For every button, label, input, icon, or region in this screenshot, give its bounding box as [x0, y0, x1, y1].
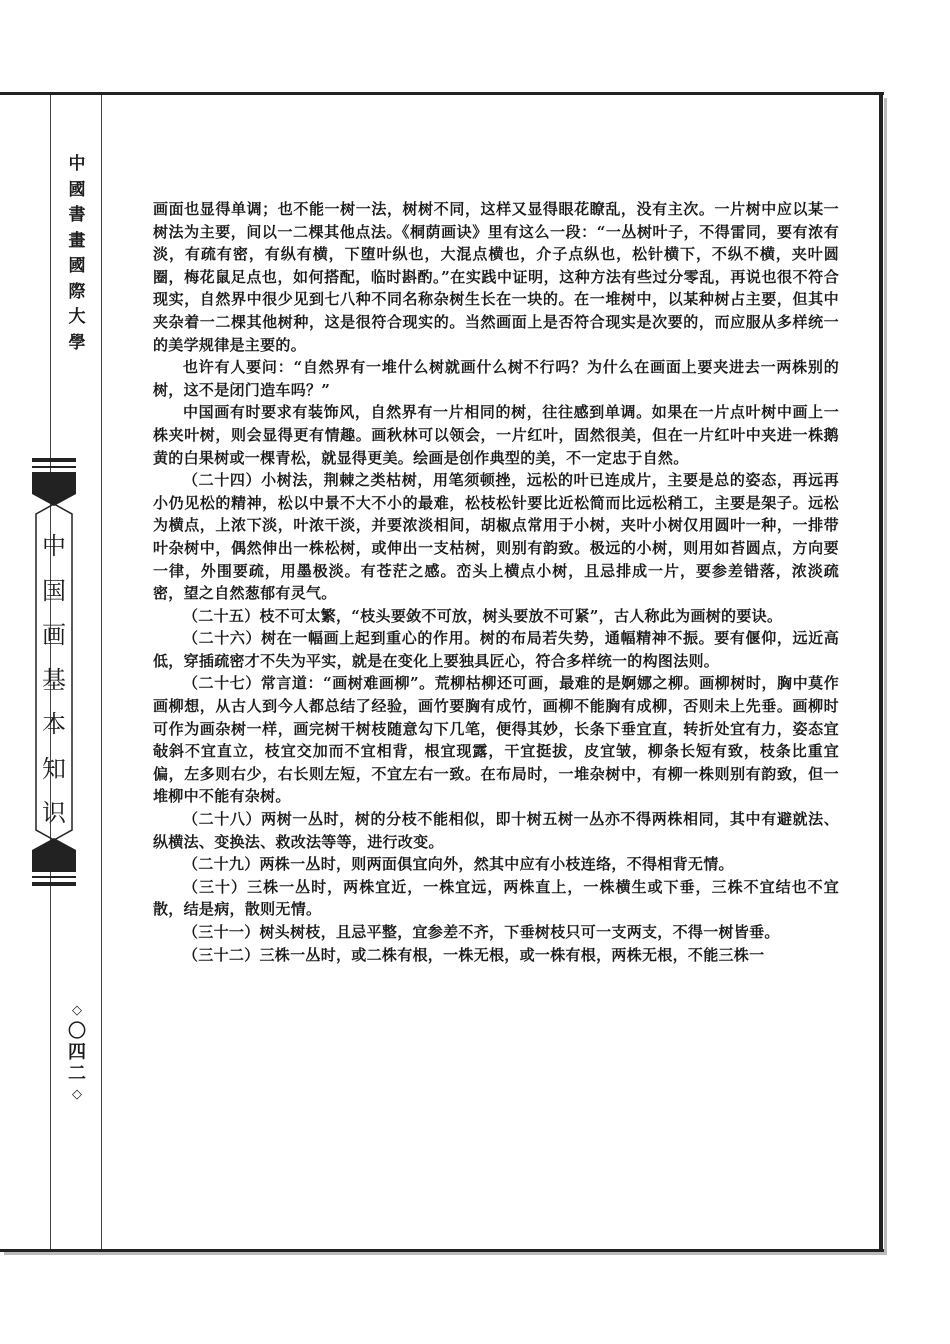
page-number-char: 〇: [68, 1021, 86, 1042]
school-name-char: 學: [68, 332, 86, 353]
page-frame-shadow: [884, 98, 887, 1255]
book-title-char: 基: [42, 665, 66, 694]
paragraph: （二十九）两株一丛时，则两面俱宜向外，然其中应有小枝连络，不得相背无情。: [183, 855, 734, 874]
page-number-char: 二: [68, 1063, 86, 1084]
diamond-ornament-icon: ◇: [72, 1003, 82, 1018]
page-number-digits: [60, 1021, 94, 1084]
school-name-char: 際: [68, 281, 86, 302]
paragraph: （二十五）枝不可太繁，“枝头要敛不可放，树头要放不可紧”，古人称此为画树的要诀。: [183, 606, 783, 625]
body-text: [153, 198, 839, 966]
book-title-char: 国: [42, 576, 66, 605]
book-title-char: 知: [42, 754, 66, 783]
paragraph: （三十二）三株一丛时，或二株有根，一株无根，或一株有根，两株无根，不能三株一: [183, 945, 765, 964]
book-title-char: 中: [42, 532, 66, 560]
diamond-ornament-icon: ◇: [72, 1087, 82, 1102]
page-number-char: 四: [68, 1042, 86, 1063]
school-name-char: 國: [68, 179, 86, 200]
book-title-char: 本: [42, 710, 66, 738]
book-title: [30, 524, 78, 836]
school-name-char: 畫: [68, 230, 86, 251]
paragraph: （二十八）两树一丛时，树的分枝不能相似，即十树五树一丛亦不得两株相同，其中有避就法、纵横法、变换法、救改法等等，进行改变。: [153, 810, 839, 851]
page-number: [60, 1000, 94, 1105]
school-name-char: 大: [68, 307, 86, 327]
school-name-char: 國: [68, 256, 86, 276]
paragraph: 画面也显得单调；也不能一树一法，树树不同，这样又显得眼花瞭乱，没有主次。一片树中应以某一树法为主要，间以一二棵其他点法。《桐荫画诀》里有这么一段：“一丛树叶子，不得雷同，要有浓有淡，有疏有密，有纵有横，下堕叶纵也，大混点横也，介子点纵也，松针横下，不纵不横，夹叶圆圈，梅花鼠足点也，如何搭配，临时斟酌。”在实践中证明，这种方法有些过分零乱，再说也很不符合现实，自然界中很少见到七八种不同名称杂树生长在一块的。在一堆树中，以某种树占主要，但其中夹杂着一二棵其他树种，这是很符合现实的。当然画面上是否符合现实是次要的，而应服从多样统一的美学规律是主要的。: [153, 200, 839, 354]
book-title-char: 画: [42, 621, 66, 649]
paragraph: （三十一）树头树枝，且忌平整，宜参差不齐，下垂树枝只可一支两支，不得一树皆垂。: [183, 923, 780, 941]
paragraph: 中国画有时要求有装饰风，自然界有一片相同的树，往往感到单调。如果在一片点叶树中画上一株夹叶树，则会显得更有情趣。画秋林可以领会，一片红叶，固然很美，但在一片红叶中夹进一株鹅黄的白果树或一棵青松，就显得更美。绘画是创作典型的美，不一定忠于自然。: [153, 403, 839, 467]
page-frame-top: [0, 92, 884, 95]
book-title-char: 识: [42, 799, 66, 827]
paragraph: 也许有人要问：“自然界有一堆什么树就画什么树不行吗？为什么在画面上要夹进去一两株别的树，这不是闭门造车吗？”: [153, 358, 839, 399]
paragraph: （二十六）树在一幅画上起到重心的作用。树的布局若失势，通幅精神不振。要有偃仰，远近高低，穿插疏密才不失为平实，就是在变化上要独具匠心，符合多样统一的构图法则。: [153, 629, 839, 670]
paragraph: （二十四）小树法，荆棘之类枯树，用笔须顿挫，远松的叶已连成片，主要是总的姿态，再远再小仍见松的精神，松以中景不大不小的最难，松枝松针要比近松简而比远松稍工，主要是架子。远松为横点，上浓下淡，叶浓干淡，并要浓淡相间，胡椒点常用于小树，夹叶小树仅用圆叶一种，一排带叶杂树中，偶然伸出一株松树，或伸出一支枯树，则别有韵致。极远的小树，则用如苔圆点，方向要一律，外围要疏，用墨极淡。有苍茫之感。峦头上横点小树，且忌排成一片，要参差错落，浓淡疏密，望之自然葱郁有灵气。: [153, 471, 839, 603]
sidebar-rule: [101, 95, 102, 1249]
school-name: [60, 152, 94, 356]
page-frame-shadow: [4, 1252, 887, 1255]
paragraph: （三十）三株一丛时，两株宜近，一株宜远，两株直上，一株横生或下垂，三株不宜结也不宜散，结是病，散则无情。: [153, 877, 839, 919]
page-frame-right: [879, 92, 883, 1252]
school-name-char: 中: [68, 154, 86, 174]
school-name-char: 書: [68, 205, 86, 225]
book-title-badge: [30, 458, 78, 886]
paragraph: （二十七）常言道：“画树难画柳”。荒柳枯柳还可画，最难的是婀娜之柳。画柳树时，胸中莫作画柳想，从古人到今人都总结了经验，画竹要胸有成竹，画柳不能胸有成柳，否则未上先垂。画柳时可作为画杂树一样，画完树干树枝随意勾下几笔，便得其妙，长条下垂宜直，转折处宜有力，姿态宜敧斜不宜直立，枝宜交加而不宜相背，根宜现露，干宜挺拔，皮宜皱，柳条长短有致，枝条比重宜偏，左多则右少，右长则左短，不宜左右一致。在布局时，一堆杂树中，有柳一株则别有韵致，但一堆柳中不能有杂树。: [153, 674, 839, 806]
